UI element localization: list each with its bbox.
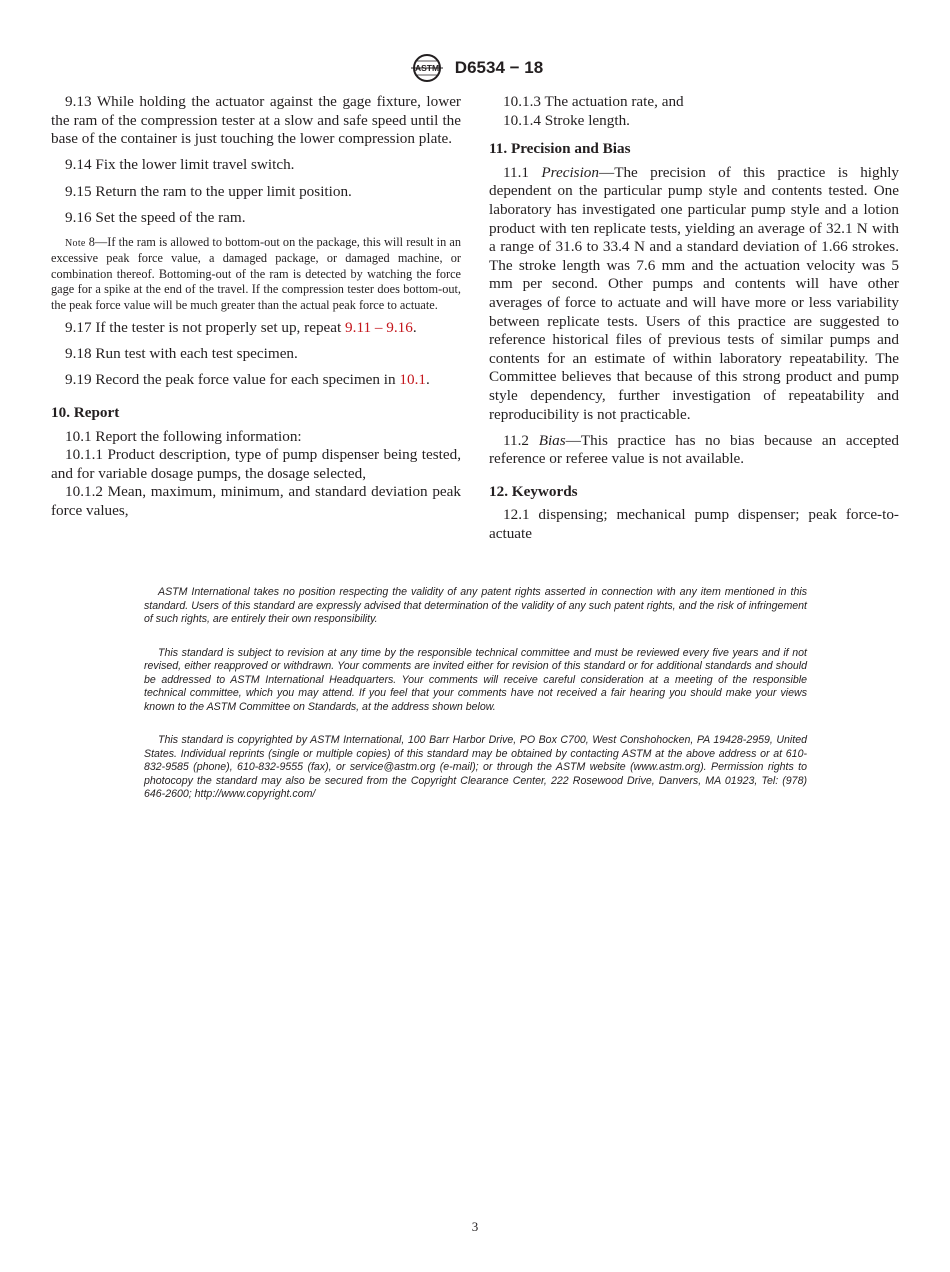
para-10-1: 10.1 Report the following information:	[65, 427, 302, 445]
para-end: .	[412, 318, 417, 336]
page-number: 3	[471, 1219, 479, 1234]
para-text: 9.19 Record the peak force value for each specimen in	[65, 371, 400, 389]
para-10-1-1: 10.1.1 Product description, type of pump dispenser being tested, and for variable dosage pumps, the dosage selected,	[51, 446, 461, 482]
legal-footer	[144, 586, 807, 822]
para-9-15: 9.15 Return the ram to the upper limit position.	[65, 182, 352, 200]
standard-designation: D6534 − 18	[454, 58, 544, 77]
para-9-16: 9.16 Set the speed of the ram.	[65, 208, 246, 226]
para-number: 11.1	[503, 163, 542, 181]
para-10-1-2: 10.1.2 Mean, maximum, minimum, and standard deviation peak force values,	[51, 483, 461, 519]
left-column	[51, 93, 461, 521]
copyright-notice: This standard is copyrighted by ASTM International, 100 Barr Harbor Drive, PO Box C700, West Conshohocken, PA 19428-2959, United States. Individual reprints (single or multiple copies) of this standard may be obtained by contacting ASTM at the above address or at 610-832-9585 (phone), 610-832-9555 (fax), or service@astm.org (e-mail); or through the ASTM website (www.astm.org). Permission rights to photocopy the standard may also be secured from the Copyright Clearance Center, 222 Rosewood Drive, Danvers, MA 01923, Tel: (978) 646-2600; http://www.copyright.com/	[144, 734, 807, 800]
para-term: Precision	[541, 163, 599, 181]
heading-report: 10. Report	[51, 403, 120, 421]
heading-precision-bias: 11. Precision and Bias	[489, 140, 631, 158]
para-9-17	[51, 319, 461, 338]
para-9-18: 9.18 Run test with each test specimen.	[65, 345, 298, 363]
note-8	[51, 235, 461, 313]
para-9-13: 9.13 While holding the actuator against the gage fixture, lower the ram of the compression tester at a slow and safe speed until the base of the container is just touching the lower compression plate.	[51, 93, 461, 148]
section-link-9-11-9-16[interactable]: 9.11 – 9.16	[345, 318, 413, 336]
note-label: Note	[65, 237, 86, 249]
note-text: 8—If the ram is allowed to bottom-out on the package, this will result in an excessive peak force value, a damaged package, or damaged machine, or combination thereof. Bottoming-out of the ram is detected by watching the force gage for a spike at the end of the travel. If the compression tester does bottom-out, the peak force value will be much greater than the actual peak force to actuate.	[51, 234, 461, 312]
para-10-1-4: 10.1.4 Stroke length.	[503, 111, 630, 129]
para-10-1-3: 10.1.3 The actuation rate, and	[503, 93, 684, 110]
patent-notice: ASTM International takes no position respecting the validity of any patent rights asserted in connection with any item mentioned in this standard. Users of this standard are expressly advised that determination of the validity of any such patent rights, and the risk of infringement of such rights, are entirely their own responsibility.	[144, 586, 807, 625]
para-9-19	[51, 371, 461, 390]
section-link-10-1[interactable]: 10.1	[399, 371, 426, 389]
para-9-14: 9.14 Fix the lower limit travel switch.	[65, 156, 295, 174]
para-term: Bias	[538, 431, 566, 449]
para-number: 11.2	[503, 431, 539, 449]
right-column	[489, 93, 899, 544]
para-text: —The precision of this practice is highly dependent on the particular pump style and contents tested. One laboratory has investigated one particular pump style and a lotion product with ten replicate tests, yielding an average of 32.1 N with a range of 31.6 to 33.4 N and a standard deviation of 1.66 strokes. The stroke length was 7.6 mm and the actuation velocity was 5 mm per second. Other pumps and contents will have other averages of force to actuate and will have more or less variability between replicate tests. Users of this practice are suggested to reference historical files of previous tests of similar pumps and contents for an estimate of within laboratory repeatability. The Committee believes that because of this strong product and pump style dependency, further investigation of repeatability and reproducibility is not practicable.	[489, 163, 900, 423]
para-text: 9.17 If the tester is not properly set up, repeat	[65, 318, 346, 336]
revision-notice: This standard is subject to revision at any time by the responsible technical committee and must be reviewed every five years and if not revised, either reapproved or withdrawn. Your comments are invited either for revision of this standard or for additional standards and should be addressed to ASTM International Headquarters. Your comments will receive careful consideration at a meeting of the responsible technical committee, which you may attend. If you feel that your comments have not received a fair hearing you should make your views known to the ASTM Committee on Standards, at the address shown below.	[144, 646, 807, 713]
svg-text:ASTM: ASTM	[414, 63, 439, 73]
para-11-1	[489, 164, 899, 424]
astm-logo-icon	[407, 52, 447, 84]
para-text: —This practice has no bias because an accepted reference or referee value is not available.	[489, 431, 899, 468]
heading-keywords: 12. Keywords	[489, 482, 578, 500]
para-12-1: 12.1 dispensing; mechanical pump dispenser; peak force-to-actuate	[489, 506, 899, 543]
para-11-2	[489, 432, 899, 469]
page-header	[0, 52, 950, 84]
para-end: .	[425, 371, 430, 389]
